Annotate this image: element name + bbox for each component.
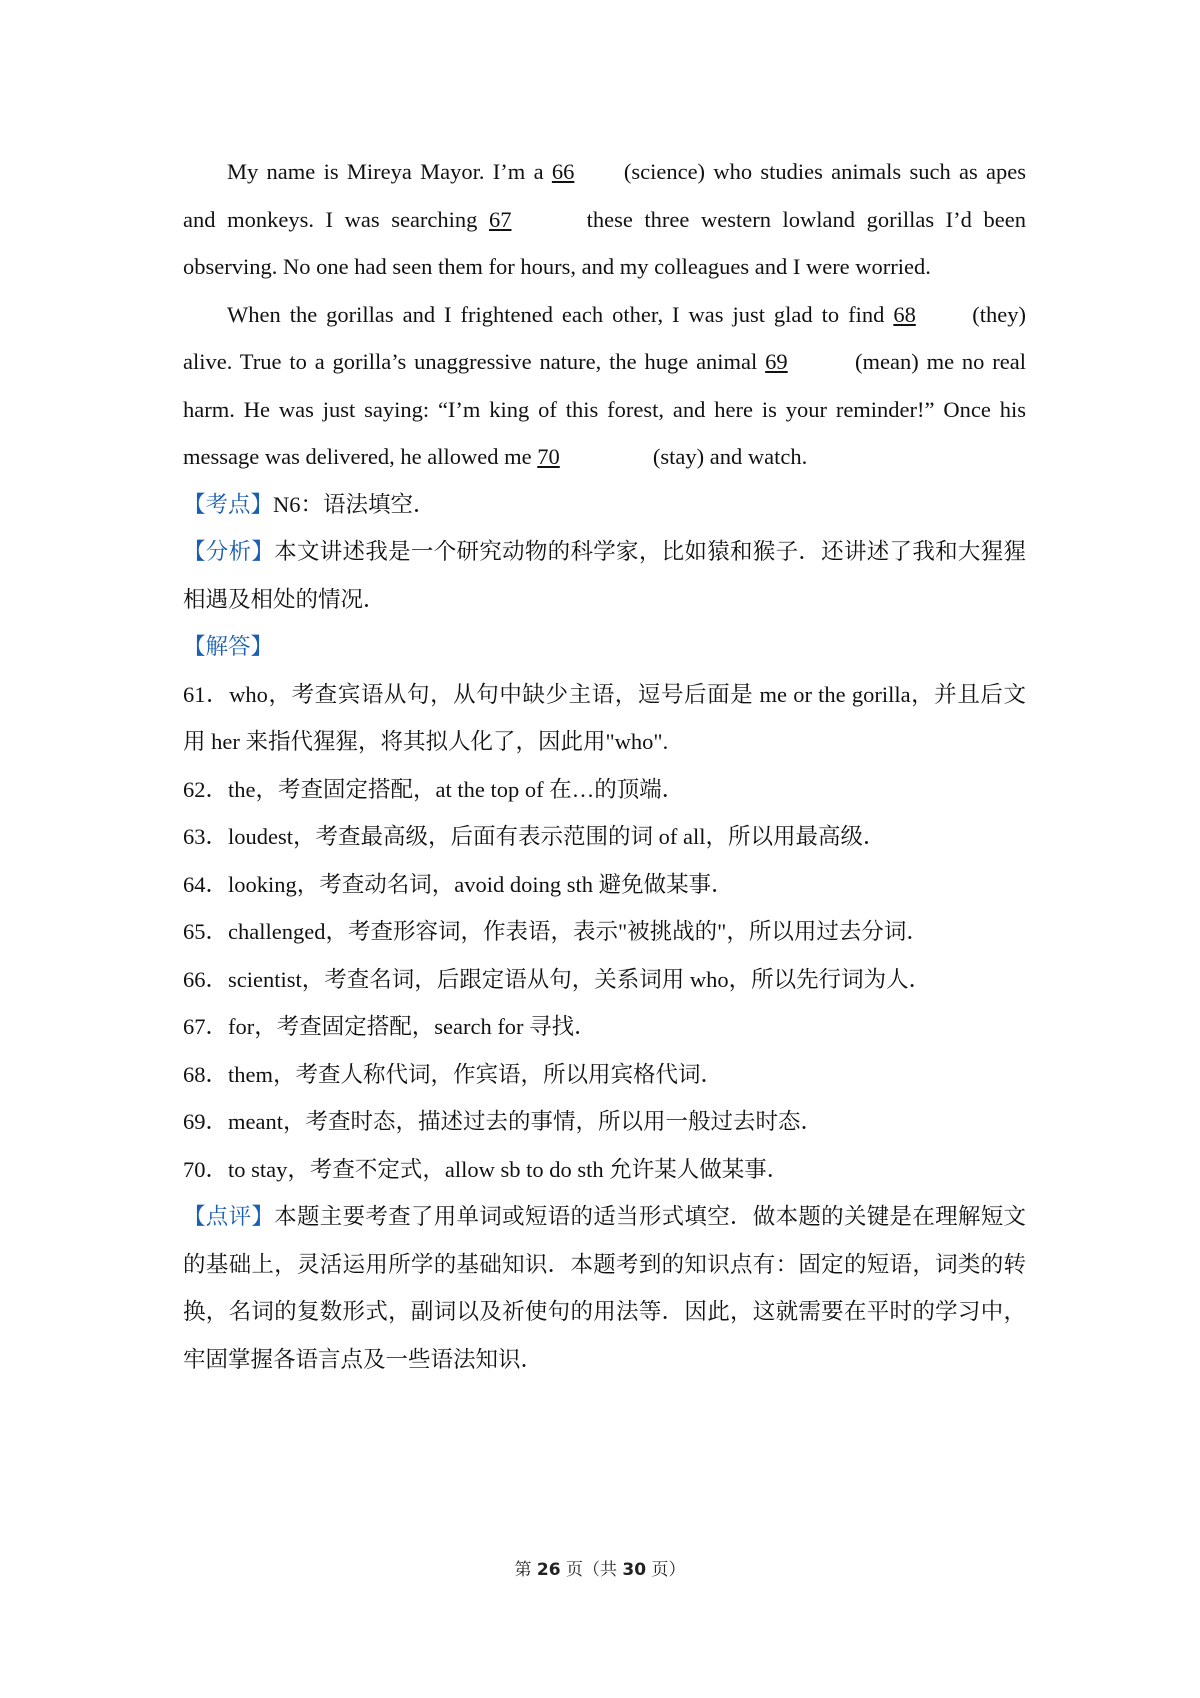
- fenxi-section: [183, 528, 1026, 623]
- dianping-label: 【点评】: [183, 1204, 275, 1229]
- blank-69: 69: [765, 349, 788, 374]
- fenxi-text: 本文讲述我是一个研究动物的科学家，比如猿和猴子．还讲述了我和大猩猩相遇及相处的情况．: [183, 539, 1026, 612]
- blank-68: 68: [893, 301, 916, 327]
- passage-paragraph-1: [183, 148, 1026, 291]
- footer-text: 页）: [646, 1560, 686, 1580]
- answer-item: 62．the，考查固定搭配，at the top of 在…的顶端．: [183, 776, 685, 802]
- answer-item: 70．to stay，考查不定式，allow sb to do sth 允许某人做某事．: [183, 1156, 790, 1182]
- kaodian-label: 【考点】: [183, 491, 274, 517]
- total-page-count: 30: [622, 1560, 647, 1580]
- answer-item: 64．looking，考查动名词，avoid doing sth 避免做某事．: [183, 871, 734, 897]
- current-page-number: 26: [536, 1560, 561, 1580]
- passage-text: My name is Mireya Mayor. I’m a: [227, 159, 552, 184]
- answer-item: 63．loudest，考查最高级，后面有表示范围的词 of all，所以用最高级．: [183, 824, 886, 849]
- jieda-label: 【解答】: [183, 634, 274, 659]
- dianping-text: 本题主要考查了用单词或短语的适当形式填空．做本题的关键是在理解短文的基础上，灵活运用所学的基础知识．本题考到的知识点有：固定的短语，词类的转换，名词的复数形式，副词以及祈使句的用法等．因此，这就需要在平时的学习中，牢固掌握各语言点及一些语法知识．: [183, 1204, 1026, 1372]
- passage-text: (mean) me no real harm. He was just saying: “I’m king of this forest, and here is your reminder!” Once his message was delivered, he allowed me: [183, 349, 1026, 469]
- answer-item: 65．challenged，考查形容词，作表语，表示"被挑战的"，所以用过去分词．: [183, 919, 929, 944]
- answer-item: 67．for，考查固定搭配，search for 寻找．: [183, 1014, 597, 1039]
- answer-item: 68．them，考查人称代词，作宾语，所以用宾格代词．: [183, 1061, 723, 1087]
- answer-item: 69．meant，考查时态，描述过去的事情，所以用一般过去时态．: [183, 1109, 823, 1134]
- kaodian-text: N6：语法填空．: [273, 491, 436, 517]
- kaodian-section: [183, 481, 1026, 529]
- passage-text: (they) alive. True to a gorilla’s unaggressive nature, the huge animal: [183, 301, 1027, 374]
- blank-66: 66: [551, 159, 575, 184]
- passage-text: these three western lowland gorillas I’d been observing. No one had seen them for hours, and my colleagues and I were worried.: [183, 206, 1026, 279]
- jieda-section: [183, 623, 1026, 671]
- answer-item: 61．who，考查宾语从句，从句中缺少主语，逗号后面是 me or the gorilla，并且后文用 her 来指代猩猩，将其拟人化了，因此用"who".: [183, 681, 1026, 754]
- passage-paragraph-2: [183, 291, 1026, 481]
- answer-item: 66．scientist，考查名词，后跟定语从句，关系词用 who，所以先行词为人．: [183, 966, 932, 992]
- dianping-section: [183, 1193, 1026, 1383]
- blank-70: 70: [537, 444, 560, 469]
- passage-text: (stay) and watch.: [647, 444, 808, 469]
- passage-text: (science) who studies animals such as apes and monkeys. I was searching: [183, 159, 1026, 232]
- document-body: [183, 148, 1026, 1383]
- blank-67: 67: [489, 206, 512, 232]
- fenxi-label: 【分析】: [183, 539, 275, 564]
- footer-text: 第: [514, 1560, 537, 1580]
- passage-text: When the gorillas and I frightened each other, I was just glad to find: [227, 301, 894, 327]
- page-footer: [0, 1555, 1200, 1580]
- footer-text: 页（共: [560, 1560, 623, 1580]
